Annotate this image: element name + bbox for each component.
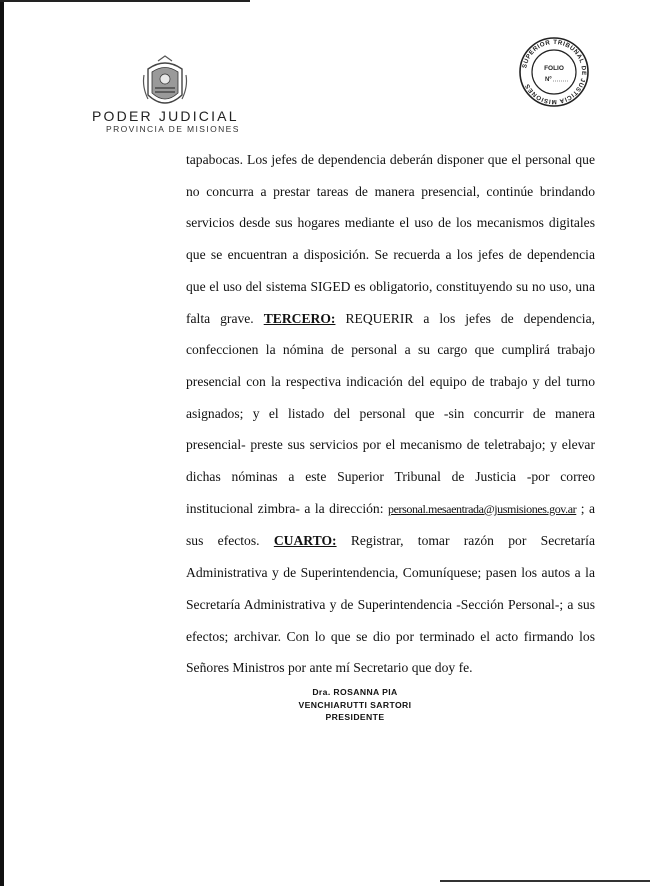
after-email-text: ; a sus efectos.	[186, 500, 596, 549]
cuarto-label: CUARTO:	[273, 533, 337, 549]
signature-block	[270, 686, 440, 724]
email-link[interactable]: personal.mesaentrada@jusmisiones.gov.ar	[387, 501, 577, 516]
coat-of-arms-icon	[140, 55, 190, 113]
stamp-number-label: Nº	[545, 77, 552, 83]
signature-name-line1: Dra. ROSANNA PIA	[312, 687, 398, 697]
cuarto-text: Registrar, tomar razón por Secretaría Administrativa y de Superintendencia, Comuníquese; pasen los autos a la Secretaría Administrativa y de Superintendencia -Sección Personal-; a sus efectos; archivar. Con lo que se dio por terminado el acto firmando los Señores Ministros por ante mí Secretario que doy fe.	[186, 533, 595, 676]
header-subtitle: PROVINCIA DE MISIONES	[106, 124, 240, 134]
signature-role: PRESIDENTE	[325, 712, 385, 722]
scan-border-left	[0, 0, 4, 886]
stamp-ring-text: SUPERIOR TRIBUNAL DE JUSTICIA MISIONES	[521, 38, 588, 106]
tercero-label: TERCERO:	[263, 310, 336, 326]
signature-name-line2: VENCHIARUTTI SARTORI	[298, 699, 412, 710]
paragraph-continuation: tapabocas. Los jefes de dependencia deberán disponer que el personal que no concurra a prestar tareas de manera presencial, continúe brindando servicios desde sus hogares mediante el uso de los mecanismos digitales que se encuentran a disposición. Se recuerda a los jefes de dependencia que el uso del sistema SIGED es obligatorio, constituyendo su no uso, una falta grave.	[186, 152, 595, 326]
folio-stamp-icon	[518, 36, 590, 108]
resolution-body	[186, 144, 595, 684]
scan-line-bottom	[440, 880, 650, 882]
tercero-text: REQUERIR a los jefes de dependencia, confeccionen la nómina de personal a su cargo que cumplirá trabajo presencial con la respectiva indicación del equipo de trabajo y del turno asignados; y el listado del personal que -sin concurrir de manera presencial- preste sus servicios por el mecanismo de teletrabajo; y elevar dichas nóminas a este Superior Tribunal de Justicia -por correo institucional zimbra- a la dirección:	[186, 310, 596, 516]
stamp-folio-label: FOLIO	[544, 65, 564, 72]
header-title: PODER JUDICIAL	[92, 108, 239, 124]
scan-line-top	[0, 0, 250, 2]
